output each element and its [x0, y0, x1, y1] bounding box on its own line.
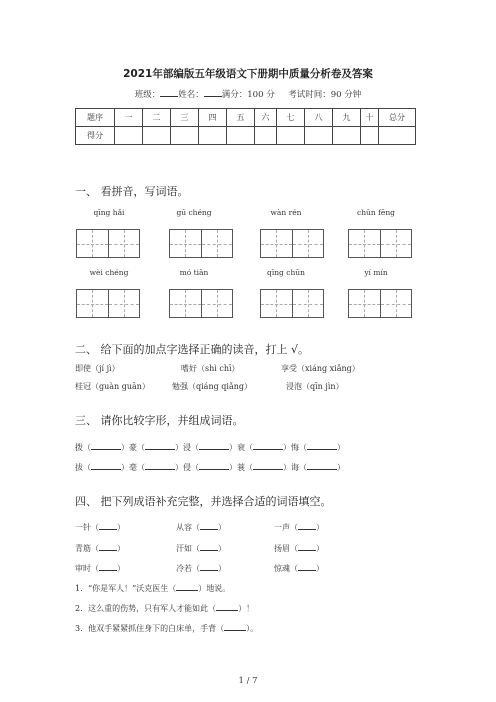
writing-grid[interactable]	[260, 229, 324, 258]
answer-blank[interactable]	[216, 602, 238, 611]
score-cell[interactable]	[277, 127, 305, 145]
header-cell: 题序	[76, 109, 115, 127]
pinyin-label: qīng chūn	[267, 268, 305, 277]
header-cell: 二	[143, 109, 171, 127]
answer-blank[interactable]	[253, 461, 283, 470]
answer-blank[interactable]	[307, 461, 337, 470]
char: 浸	[183, 443, 191, 452]
header-cell: 七	[277, 109, 305, 127]
pinyin-label: chūn fēng	[357, 208, 395, 217]
pinyin-label: qīng hǎi	[93, 208, 125, 217]
reading-option[interactable]: 即使（jí jì）	[75, 364, 120, 373]
idiom-item: 一针（ ）	[75, 523, 125, 532]
char: 蓑	[237, 463, 245, 472]
name-label: 姓名：	[178, 90, 204, 100]
answer-blank[interactable]	[145, 441, 175, 450]
fill-sentence-2: 2．这么重的伤势，只有军人才能如此（ ）！	[75, 604, 255, 613]
header-cell: 十	[361, 109, 379, 127]
char-compare-row: 拔（ ）毫（ ）侵（ ）蓑（ ）诲（ ）	[75, 463, 345, 472]
answer-blank[interactable]	[99, 542, 117, 551]
header-cell: 五	[227, 109, 255, 127]
writing-grid[interactable]	[348, 289, 412, 318]
score-cell[interactable]	[333, 127, 361, 145]
score-row-label: 得分	[76, 127, 115, 145]
writing-grid[interactable]	[169, 289, 233, 318]
score-header-row	[76, 109, 416, 127]
answer-blank[interactable]	[91, 441, 121, 450]
reading-option[interactable]: 桂冠（guàn guān）	[75, 382, 150, 391]
page-number: 1 / 7	[238, 676, 258, 686]
answer-blank[interactable]	[200, 521, 218, 530]
answer-blank[interactable]	[307, 441, 337, 450]
header-cell: 九	[333, 109, 361, 127]
idiom-item: 青筋（ ）	[75, 544, 125, 553]
header-cell: 总分	[379, 109, 416, 127]
idiom-item: 审时（ ）	[75, 564, 125, 573]
exam-time: 考试时间：90 分钟	[288, 90, 362, 100]
char: 诲	[291, 463, 299, 472]
full-score: 满分：100 分	[221, 90, 275, 100]
reading-option[interactable]: 浸泡（qīn jìn）	[286, 382, 344, 391]
class-label: 班级：	[134, 90, 161, 100]
answer-blank[interactable]	[298, 542, 316, 551]
header-cell: 一	[115, 109, 143, 127]
fill-sentence-3: 3．他双手紧紧抓住身下的白床单，手背（ ）。	[75, 624, 259, 633]
name-blank[interactable]	[204, 88, 222, 97]
char: 侵	[183, 463, 191, 472]
writing-grid[interactable]	[169, 229, 233, 258]
answer-blank[interactable]	[298, 521, 316, 530]
answer-blank[interactable]	[176, 582, 198, 591]
answer-blank[interactable]	[199, 461, 229, 470]
section-2-heading: 二、 给下面的加点字选择正确的读音，打上 √。	[75, 343, 310, 356]
char: 悔	[291, 443, 299, 452]
fill-sentence-1: 1．“你是军人！”沃克医生（ ）地说。	[75, 584, 231, 593]
char: 毫	[129, 463, 137, 472]
exam-info	[0, 88, 496, 100]
section-1-heading: 一、 看拼音，写词语。	[75, 185, 189, 198]
answer-blank[interactable]	[199, 441, 229, 450]
writing-grid[interactable]	[76, 229, 140, 258]
pinyin-label: mó tiān	[179, 268, 209, 277]
answer-blank[interactable]	[145, 461, 175, 470]
idiom-item: 扬眉（ ）	[274, 544, 324, 553]
answer-blank[interactable]	[298, 562, 316, 571]
reading-option[interactable]: 勉强（qiáng qiǎng）	[172, 382, 252, 391]
page-title: 2021年部编版五年级语文下册期中质量分析卷及答案	[123, 68, 373, 80]
char: 衰	[237, 443, 245, 452]
answer-blank[interactable]	[200, 562, 218, 571]
score-cell[interactable]	[305, 127, 333, 145]
char: 拔	[75, 463, 83, 472]
writing-grid[interactable]	[76, 289, 140, 318]
score-cell[interactable]	[227, 127, 255, 145]
header-cell: 三	[171, 109, 199, 127]
score-table	[75, 108, 416, 145]
header-cell: 六	[255, 109, 277, 127]
score-cell[interactable]	[171, 127, 199, 145]
header-cell: 四	[199, 109, 227, 127]
pinyin-label: yí mín	[364, 268, 388, 277]
idiom-item: 一声（ ）	[274, 523, 324, 532]
score-cell[interactable]	[143, 127, 171, 145]
char-compare-row: 拨（ ）豪（ ）浸（ ）衰（ ）悔（ ）	[75, 443, 345, 452]
score-cell[interactable]	[255, 127, 277, 145]
idiom-item: 冷若（ ）	[176, 564, 226, 573]
reading-option[interactable]: 嗜好（shì chī）	[181, 364, 240, 373]
section-3-heading: 三、 请你比较字形，并组成词语。	[75, 414, 244, 427]
answer-blank[interactable]	[200, 542, 218, 551]
class-blank[interactable]	[160, 88, 178, 97]
answer-blank[interactable]	[99, 562, 117, 571]
pinyin-label: wàn rén	[270, 208, 302, 217]
pinyin-label: gū chéng	[176, 208, 212, 217]
answer-blank[interactable]	[99, 521, 117, 530]
char: 拨	[75, 443, 83, 452]
score-cell[interactable]	[361, 127, 379, 145]
answer-blank[interactable]	[253, 441, 283, 450]
section-4-heading: 四、 把下列成语补充完整，并选择合适的词语填空。	[75, 495, 332, 508]
score-cell[interactable]	[379, 127, 416, 145]
header-cell: 八	[305, 109, 333, 127]
idiom-item: 从容（ ）	[176, 523, 226, 532]
writing-grid[interactable]	[260, 289, 324, 318]
pinyin-label: wèi chéng	[89, 268, 129, 277]
idiom-item: 惊魂（ ）	[274, 564, 324, 573]
score-cell[interactable]	[199, 127, 227, 145]
answer-blank[interactable]	[224, 622, 246, 631]
writing-grid[interactable]	[348, 229, 412, 258]
score-cell[interactable]	[115, 127, 143, 145]
reading-option[interactable]: 享受（xiáng xiǎng）	[281, 364, 360, 373]
score-row	[76, 127, 416, 145]
char: 豪	[129, 443, 137, 452]
answer-blank[interactable]	[91, 461, 121, 470]
idiom-item: 汗如（ ）	[176, 544, 226, 553]
